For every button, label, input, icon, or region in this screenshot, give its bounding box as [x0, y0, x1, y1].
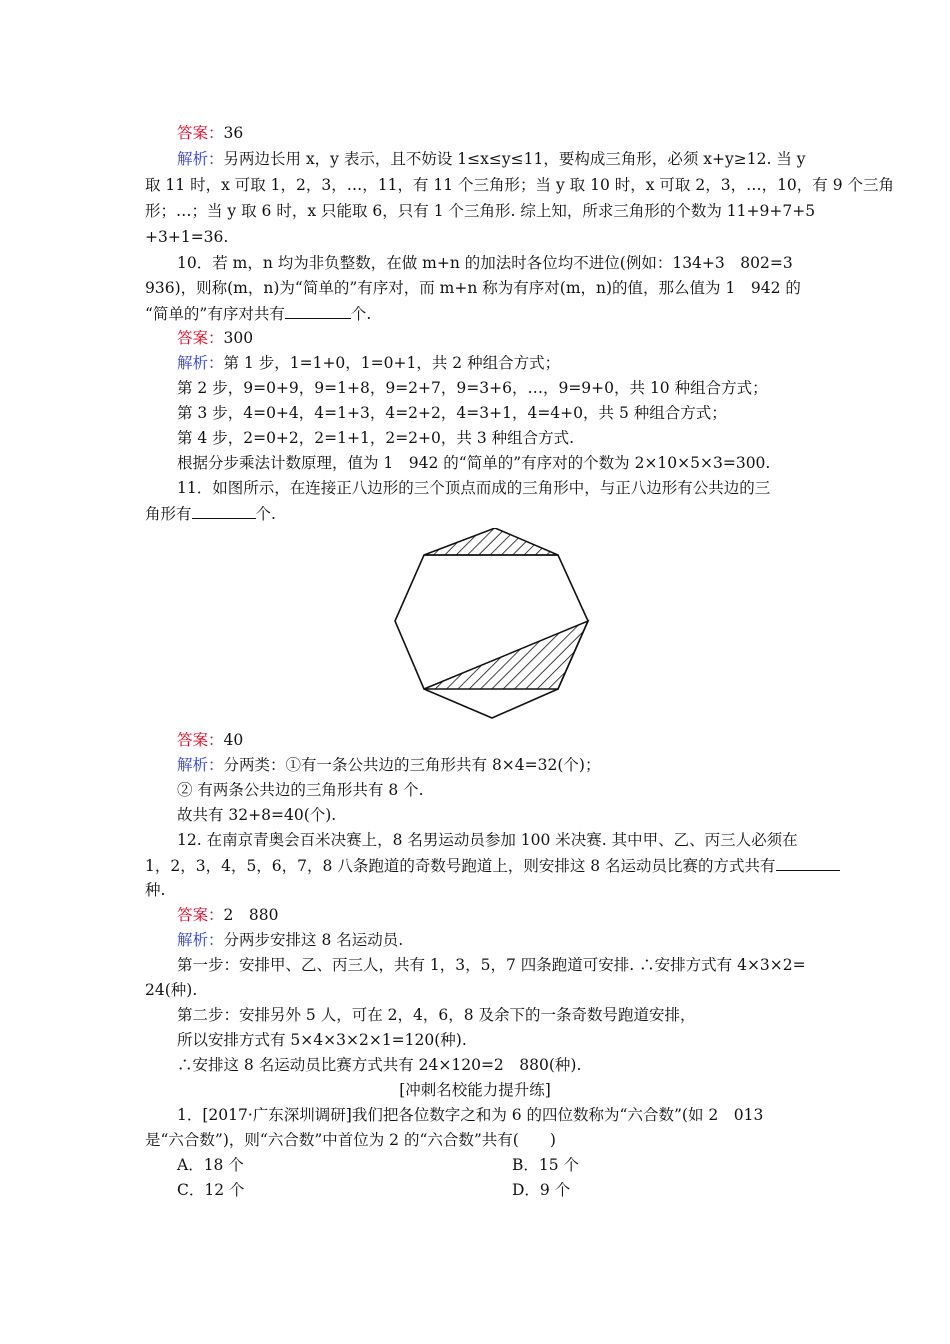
analysis-text: 另两边长用 x，y 表示，且不妨设 1≤x≤y≤11，要构成三角形，必须 x+y≥12. 当 y	[223, 150, 806, 168]
q11-answer-line	[177, 729, 243, 751]
option-b: B．15 个	[512, 1156, 580, 1174]
q12-question-text: 1，2，3，4，5，6，7，8 八条跑道的奇数号跑道上，则安排这 8 名运动员比赛的方式共有	[145, 857, 776, 875]
answer-blank	[192, 502, 256, 519]
analysis-label: 解析：	[177, 354, 224, 372]
answer-blank	[285, 302, 351, 319]
q11-question-text: 角形有	[145, 505, 192, 523]
q11-question-tail: 个.	[255, 505, 276, 523]
q12-answer-line	[177, 904, 278, 926]
q10-analysis-line-5: 根据分步乘法计数原理，值为 1 942 的“简单的”有序对的个数为 2×10×5×3=300.	[177, 454, 771, 472]
q9-analysis-line-2: 取 11 时，x 可取 1，2，3，…，11，有 11 个三角形；当 y 取 10 时，x 可取 2，3，…，10，有 9 个三角	[145, 176, 895, 194]
q10-analysis-line-2: 第 2 步，9=0+9，9=1+8，9=2+7，9=3+6，…，9=9+0，共 10 种组合方式；	[177, 379, 768, 397]
answer-label: 答案：	[177, 906, 224, 924]
answer-label: 答案：	[177, 124, 224, 142]
bottom-hatched-triangle	[424, 621, 588, 689]
q10-analysis-line-3: 第 3 步，4=0+4，4=1+3，4=2+2，4=3+1，4=4+0，共 5 种组合方式；	[177, 404, 727, 422]
q12-question-line-3: 种.	[145, 881, 166, 899]
q12-analysis-line-3: 24(种).	[145, 981, 198, 999]
q10-analysis-line-1	[177, 352, 560, 374]
q11-analysis-line-2: ② 有两条公共边的三角形共有 8 个.	[177, 781, 424, 799]
q12-question-line-1: 12. 在南京青奥会百米决赛上，8 名男运动员参加 100 米决赛. 其中甲、乙、丙三人必须在	[177, 831, 798, 849]
analysis-label: 解析：	[177, 931, 224, 949]
octagon-figure	[392, 528, 592, 720]
q9-analysis-line-4: +3+1=36.	[145, 228, 229, 246]
q10-question-line-1: 10．若 m，n 均为非负整数，在做 m+n 的加法时各位均不进位(例如：134+3 802=3	[177, 254, 793, 272]
answer-value: 36	[223, 124, 244, 142]
answer-label: 答案：	[177, 731, 224, 749]
q12-analysis-line-6: ∴安排这 8 名运动员比赛方式共有 24×120=2 880(种).	[177, 1056, 582, 1074]
top-hatched-triangle	[424, 528, 558, 555]
q10-answer-line	[177, 327, 253, 349]
p1-question-line-2: 是“六合数”)，则“六合数”中首位为 2 的“六合数”共有( )	[145, 1131, 556, 1149]
q11-analysis-line-3: 故共有 32+8=40(个).	[177, 806, 337, 824]
q9-analysis-line-3: 形；…；当 y 取 6 时，x 只能取 6，只有 1 个三角形. 综上知，所求三角形的个数为 11+9+7+5	[145, 202, 816, 220]
p1-question-line-1: 1．[2017·广东深圳调研]我们把各位数字之和为 6 的四位数称为“六合数”(如 2 013	[177, 1106, 764, 1124]
q10-question-line-2: 936)，则称(m，n)为“简单的”有序对，而 m+n 称为有序对(m，n)的值，那么值为 1 942 的	[145, 279, 801, 297]
q11-question-line-2	[145, 502, 276, 525]
q10-question-line-3	[145, 302, 371, 325]
option-d: D．9 个	[512, 1181, 571, 1199]
answer-label: 答案：	[177, 329, 224, 347]
answer-value: 40	[223, 731, 244, 749]
q12-analysis-line-4: 第二步：安排另外 5 人，可在 2，4，6，8 及余下的一条奇数号跑道安排，	[177, 1006, 696, 1024]
answer-value: 300	[223, 329, 254, 347]
analysis-text: 分两类：①有一条公共边的三角形共有 8×4=32(个)；	[223, 756, 601, 774]
analysis-label: 解析：	[177, 756, 224, 774]
q11-question-line-1: 11．如图所示，在连接正八边形的三个顶点而成的三角形中，与正八边形有公共边的三	[177, 479, 771, 497]
q10-analysis-line-4: 第 4 步，2=0+2，2=1+1，2=2+0，共 3 种组合方式.	[177, 429, 575, 447]
answer-value: 2 880	[223, 906, 279, 924]
q12-analysis-line-5: 所以安排方式有 5×4×3×2×1=120(种).	[177, 1031, 467, 1049]
analysis-text: 分两步安排这 8 名运动员.	[223, 931, 404, 949]
q10-question-tail: 个.	[350, 305, 372, 323]
option-a: A．18 个	[177, 1156, 244, 1174]
q9-analysis-line-1	[177, 148, 806, 170]
answer-blank	[776, 854, 840, 871]
option-c: C．12 个	[177, 1181, 245, 1199]
q12-analysis-line-1	[177, 929, 403, 951]
q12-question-line-2	[145, 854, 840, 877]
q12-analysis-line-2: 第一步：安排甲、乙、丙三人，共有 1，3，5，7 四条跑道可安排. ∴安排方式有 4×3×2=	[177, 956, 806, 974]
analysis-text: 第 1 步，1=1+0，1=0+1，共 2 种组合方式；	[223, 354, 561, 372]
section-title: [冲刺名校能力提升练]	[399, 1081, 551, 1099]
q10-question-text: “简单的”有序对共有	[145, 305, 285, 323]
analysis-label: 解析：	[177, 150, 224, 168]
q9-answer-line	[177, 122, 243, 144]
q11-analysis-line-1	[177, 754, 600, 776]
